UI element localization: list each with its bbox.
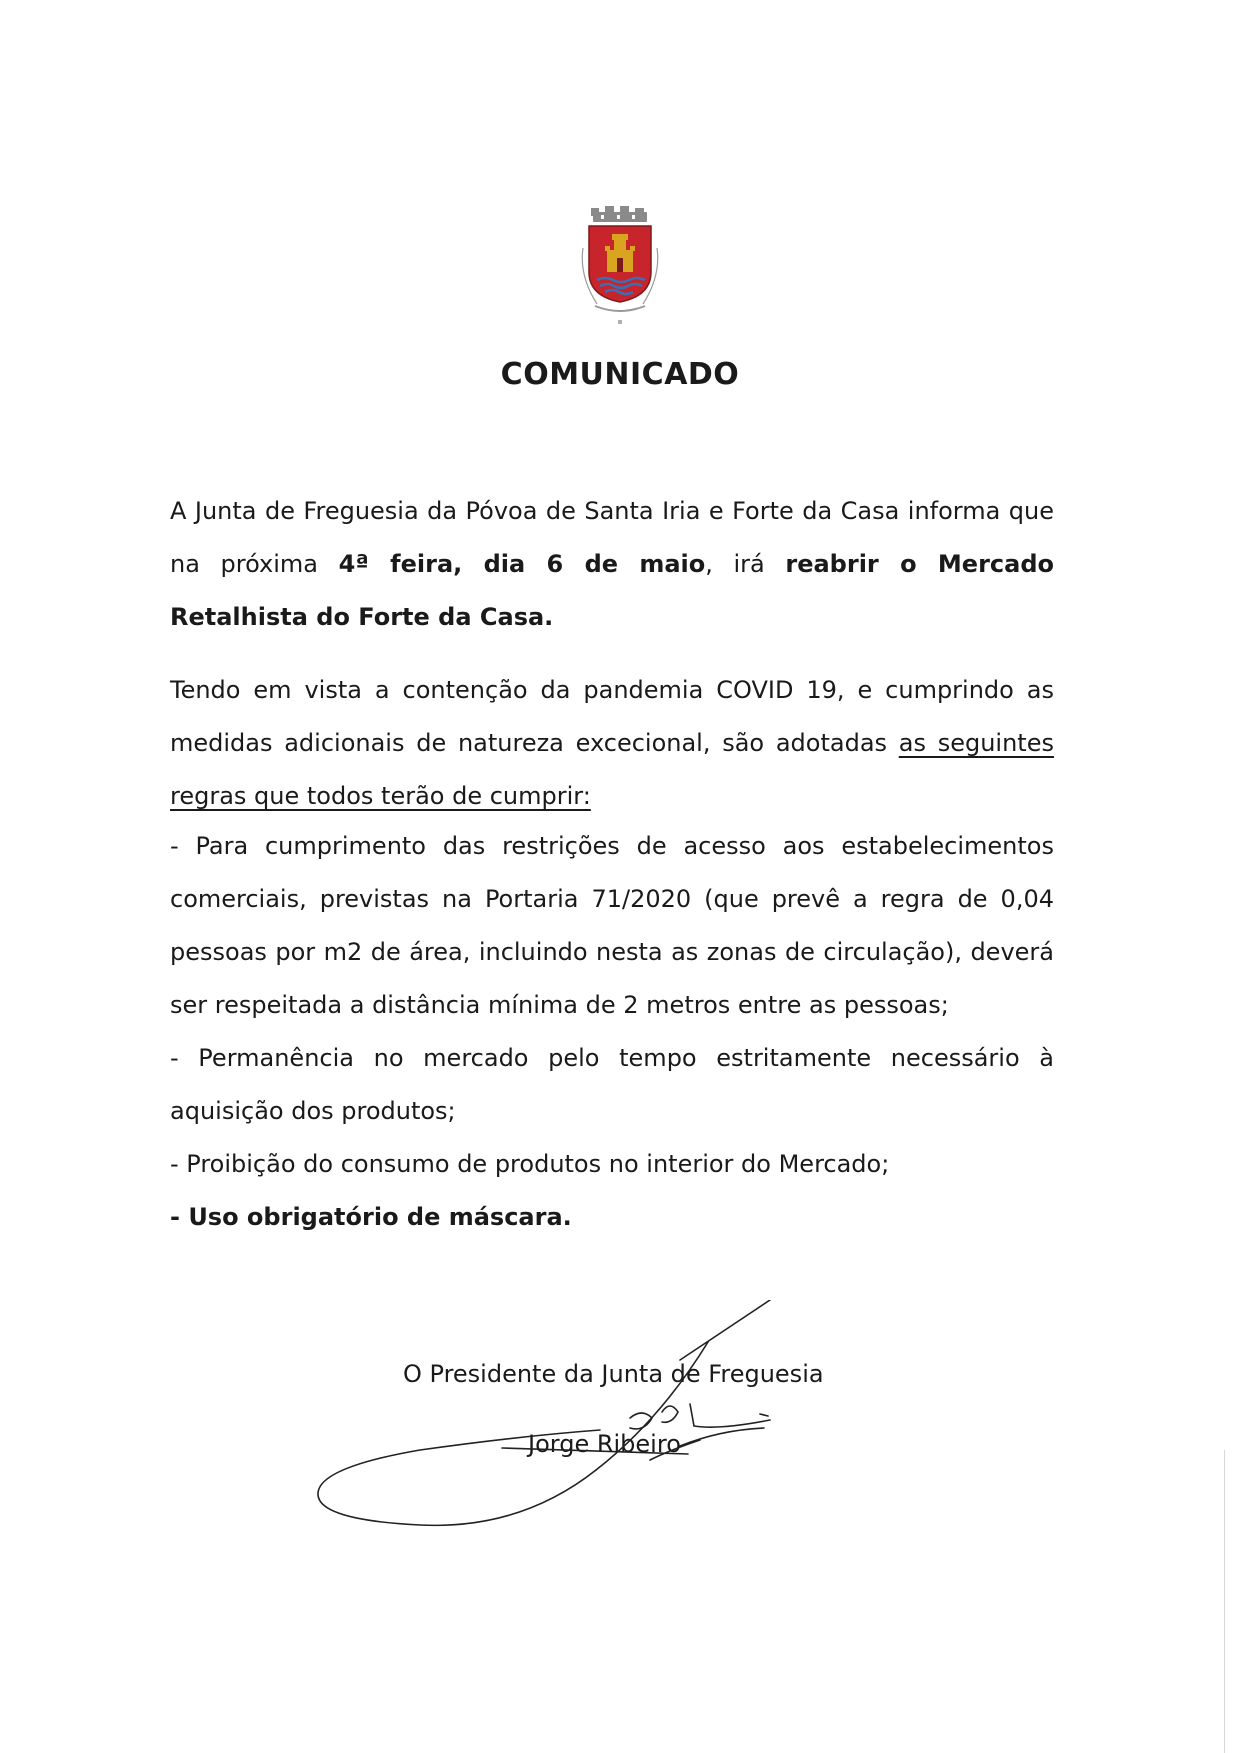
- rules-list: [170, 820, 1054, 1244]
- intro-date: 4ª feira, dia 6 de maio: [338, 550, 706, 578]
- intro-reopen: reabrir o Mercado Retalhista do Forte da Casa.: [170, 550, 1055, 631]
- rule-item: - Proibição do consumo de produtos no interior do Mercado;: [170, 1150, 890, 1178]
- rule-item-bold: - Uso obrigatório de máscara.: [170, 1203, 572, 1231]
- intro-text-1: A Junta de Freguesia da Póvoa de Santa Iria e Forte da Casa informa que na próxima: [170, 497, 1054, 578]
- handwritten-signature: [300, 1300, 780, 1580]
- intro-paragraph: [170, 485, 1054, 644]
- context-paragraph: [170, 664, 1054, 823]
- signature-title: O Presidente da Junta de Freguesia: [403, 1360, 824, 1388]
- coat-of-arms-icon: [567, 206, 673, 330]
- scan-edge: [1224, 1450, 1225, 1753]
- context-text: Tendo em vista a contenção da pandemia COVID 19, e cumprindo as medidas adicionais de natureza excecional, são adotadas: [170, 676, 1054, 757]
- signature-name: Jorge Ribeiro: [528, 1430, 681, 1458]
- rule-item: - Permanência no mercado pelo tempo estritamente necessário à aquisição dos produtos;: [170, 1044, 1054, 1125]
- intro-text-2: , irá: [705, 550, 786, 578]
- rule-item: - Para cumprimento das restrições de acesso aos estabelecimentos comerciais, previstas na Portaria 71/2020 (que prevê a regra de 0,04 pessoas por m2 de área, incluindo nesta as zonas de circulação), deverá ser respeitada a distância mínima de 2 metros entre as pessoas;: [170, 832, 1054, 1019]
- document-title: COMUNICADO: [500, 357, 740, 392]
- context-underlined: as seguintes regras que todos terão de cumprir:: [170, 729, 1054, 810]
